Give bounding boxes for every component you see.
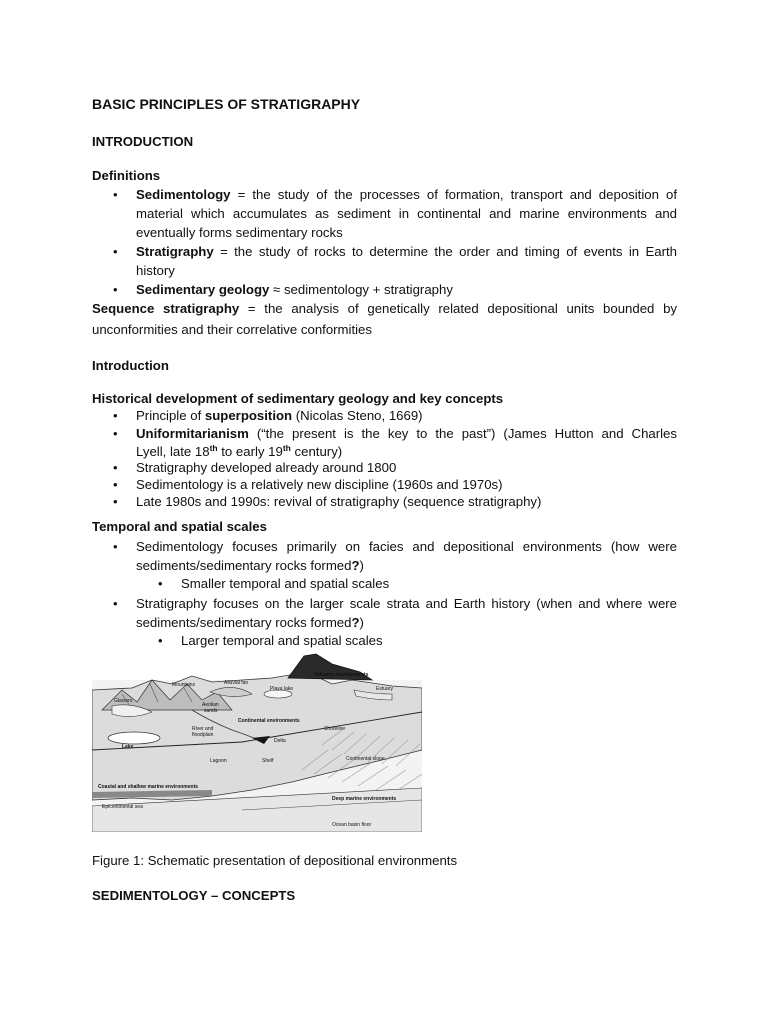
- depositional-environments-figure: [92, 650, 422, 832]
- text-span: ≈ sedimentology + stratigraphy: [269, 282, 453, 297]
- figure-sky: [92, 650, 422, 680]
- label-estuary: Estuary: [376, 686, 393, 692]
- text-span: Principle of: [136, 408, 205, 423]
- history-item-superposition: [136, 406, 423, 425]
- term-sedimentary-geology: Sedimentary geology: [136, 282, 270, 297]
- label-glaciers: Glaciers: [114, 698, 133, 704]
- label-shelf: Shelf: [262, 758, 274, 764]
- term-stratigraphy: Stratigraphy: [136, 244, 214, 259]
- definition-sequence-stratigraphy-line2: unconformities and their correlative conformities: [92, 322, 372, 337]
- scales-sedimentology-line2: [136, 556, 364, 575]
- history-item-stratigraphy-1800: Stratigraphy developed already around 1800: [136, 460, 397, 475]
- section-heading-introduction: INTRODUCTION: [92, 134, 194, 149]
- definition-sequence-stratigraphy-line1: [92, 299, 677, 318]
- label-volcanic: Volcanic environments: [314, 672, 369, 678]
- scales-sedimentology-line1: Sedimentology focuses primarily on facies and depositional environments (how were: [136, 539, 677, 554]
- history-item-uniformitarianism-line1: [136, 424, 677, 443]
- subheading-introduction: Introduction: [92, 358, 169, 373]
- scales-sub-larger: Larger temporal and spatial scales: [181, 633, 383, 648]
- bullet: •: [158, 576, 163, 591]
- section-heading-sedimentology-concepts: SEDIMENTOLOGY – CONCEPTS: [92, 888, 296, 903]
- scales-stratigraphy-line2: [136, 613, 364, 632]
- definition-sedimentology-line3: eventually forms sedimentary rocks: [136, 225, 343, 240]
- text-span: Lyell, late 18: [136, 444, 210, 459]
- bullet: •: [113, 408, 118, 423]
- definition-stratigraphy-line1: [136, 242, 677, 261]
- term-sedimentology: Sedimentology: [136, 187, 231, 202]
- superscript: th: [209, 443, 218, 453]
- text-span: ): [359, 615, 364, 630]
- text-span: ): [359, 558, 364, 573]
- history-item-sedimentology-new: Sedimentology is a relatively new discipline (1960s and 1970s): [136, 477, 503, 492]
- label-river: River and: [192, 726, 214, 732]
- bullet: •: [113, 244, 118, 259]
- question-mark: ?: [351, 558, 360, 573]
- bullet: •: [113, 596, 118, 611]
- text-span: (Nicolas Steno, 1669): [292, 408, 423, 423]
- label-epicontinental: Epicontinental sea: [102, 804, 143, 810]
- bullet: •: [113, 539, 118, 554]
- history-item-revival: Late 1980s and 1990s: revival of stratigraphy (sequence stratigraphy): [136, 494, 542, 509]
- text-span: sediments/sedimentary rocks formed: [136, 558, 352, 573]
- definition-sedimentology-line1: [136, 185, 677, 204]
- scales-stratigraphy-line1: Stratigraphy focuses on the larger scale strata and Earth history (when and where were: [136, 596, 677, 611]
- label-sands: sands: [204, 708, 218, 714]
- bullet: •: [113, 477, 118, 492]
- label-lagoon: Lagoon: [210, 758, 227, 764]
- label-playa-lake: Playa lake: [270, 686, 294, 692]
- label-aeolian: Aeolian: [202, 702, 219, 708]
- text-span: = the study of the processes of formation, transport and deposition of: [230, 187, 677, 202]
- label-alluvial-fan: Alluvial fan: [224, 680, 249, 686]
- doc-title: BASIC PRINCIPLES OF STRATIGRAPHY: [92, 96, 361, 112]
- bullet: •: [113, 187, 118, 202]
- term-uniformitarianism: Uniformitarianism: [136, 426, 249, 441]
- subheading-definitions: Definitions: [92, 168, 161, 183]
- term-sequence-stratigraphy: Sequence stratigraphy: [92, 301, 240, 316]
- definition-sedimentology-line2: material which accumulates as sediment in continental and marine environments and: [136, 206, 677, 221]
- label-deep-marine: Deep marine environments: [332, 796, 397, 802]
- bullet: •: [113, 282, 118, 297]
- bullet: •: [113, 460, 118, 475]
- label-continental-slope: Continental slope: [346, 756, 385, 762]
- scales-sub-smaller: Smaller temporal and spatial scales: [181, 576, 390, 591]
- text-span: = the study of rocks to determine the order and timing of events in Earth: [213, 244, 677, 259]
- text-span: century): [290, 444, 343, 459]
- term-superposition: superposition: [204, 408, 293, 423]
- label-delta: Delta: [274, 738, 286, 744]
- label-shoreline: Shoreline: [324, 726, 346, 732]
- subheading-temporal-spatial-scales: Temporal and spatial scales: [92, 519, 267, 534]
- text-span: to early 19: [217, 444, 283, 459]
- label-mountains: Mountains: [172, 682, 196, 688]
- text-span: (“the present is the key to the past”) (James Hutton and Charles: [248, 426, 677, 441]
- text-span: sediments/sedimentary rocks formed: [136, 615, 352, 630]
- question-mark: ?: [351, 615, 360, 630]
- label-lake: Lake: [122, 744, 134, 750]
- figure-caption: Figure 1: Schematic presentation of depositional environments: [92, 853, 458, 868]
- label-ocean-floor: Ocean basin floor: [332, 822, 372, 828]
- definition-sedimentary-geology: [136, 280, 453, 299]
- label-continental-env: Continental environments: [238, 718, 300, 724]
- bullet: •: [158, 633, 163, 648]
- label-coastal-marine: Coastal and shallow marine environments: [98, 784, 199, 790]
- bullet: •: [113, 426, 118, 441]
- subheading-historical-development: Historical development of sedimentary geology and key concepts: [92, 391, 504, 406]
- lake-shape: [108, 732, 160, 744]
- label-floodplain: floodplain: [192, 732, 214, 738]
- bullet: •: [113, 494, 118, 509]
- definition-stratigraphy-line2: history: [136, 263, 175, 278]
- text-span: = the analysis of genetically related depositional units bounded by: [239, 301, 677, 316]
- superscript: th: [282, 443, 291, 453]
